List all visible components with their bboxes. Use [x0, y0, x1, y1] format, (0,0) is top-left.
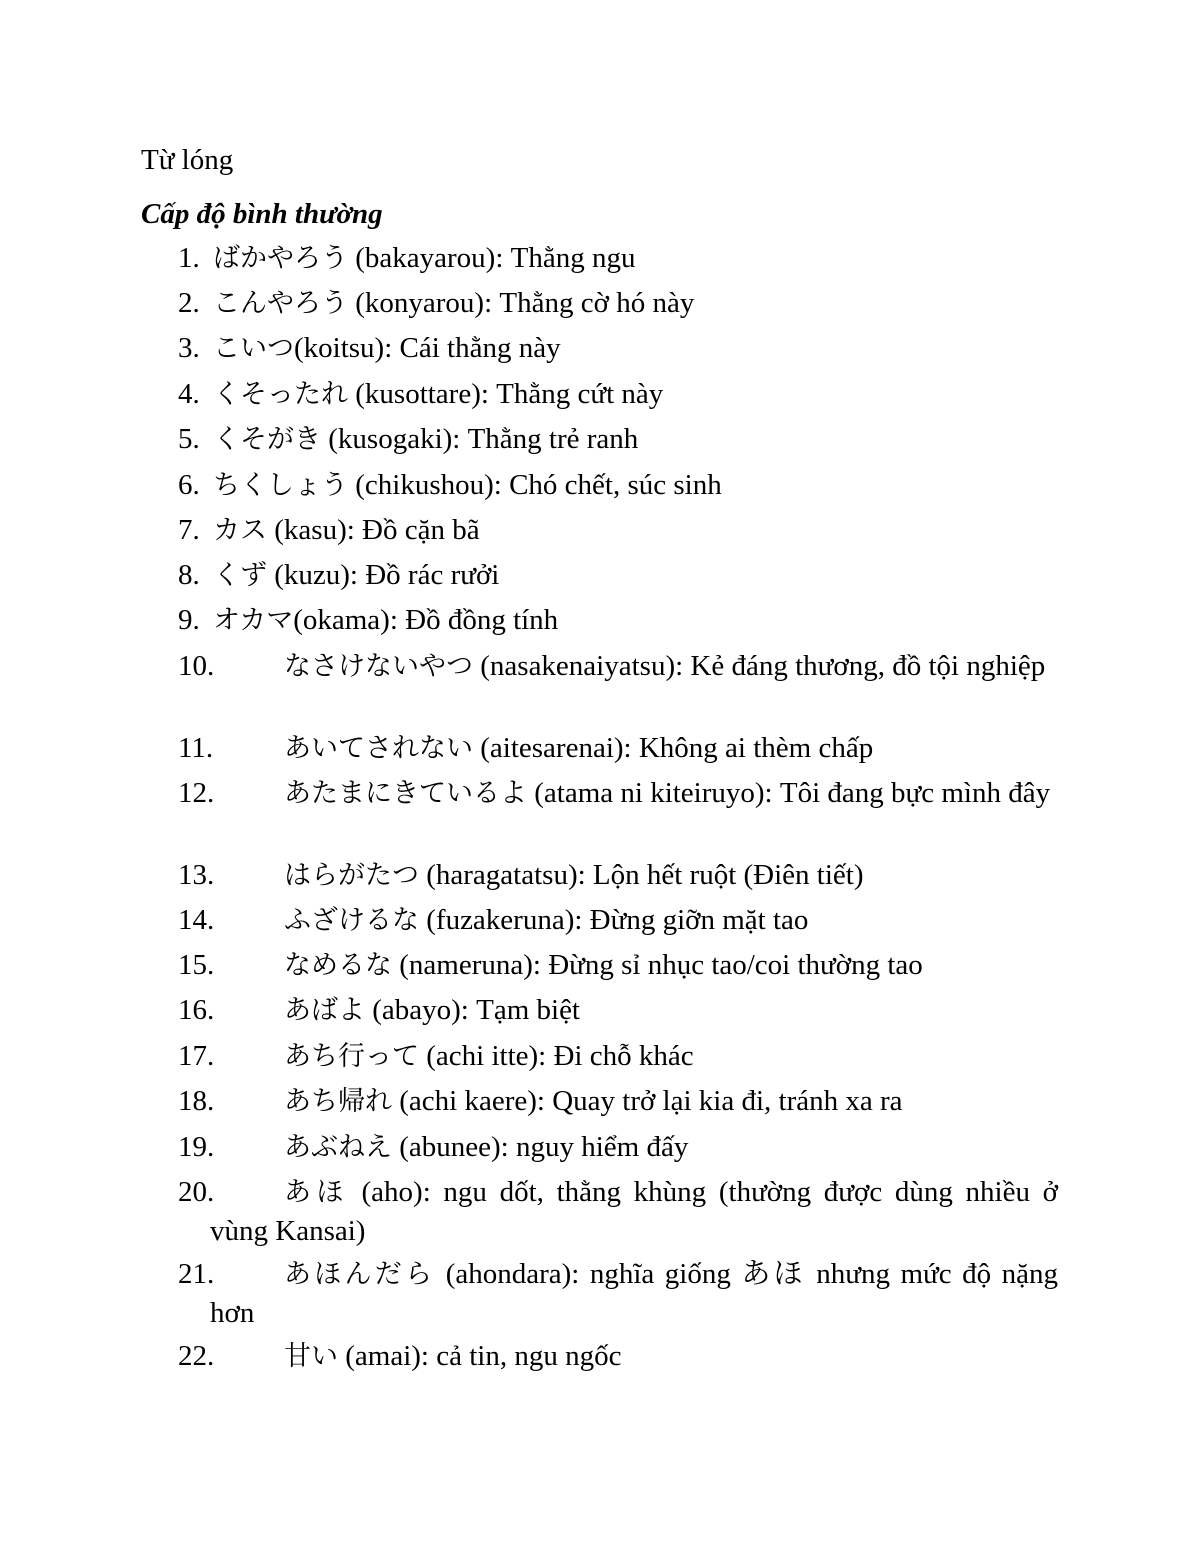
list-item [178, 556, 1058, 595]
japanese-term: なさけないやつ [284, 651, 473, 682]
document-title: Từ lóng [141, 144, 234, 176]
japanese-term: なめるな [284, 950, 392, 981]
list-item [178, 511, 1058, 550]
item-definition: (abayo): Tạm biệt [365, 994, 580, 1026]
japanese-term: あほ [284, 1177, 349, 1208]
item-number: 20. [178, 1176, 215, 1208]
item-definition: (nameruna): Đừng sỉ nhục tao/coi thường tao [392, 949, 923, 981]
item-number: 10. [178, 650, 215, 682]
item-definition: (amai): cả tin, ngu ngốc [338, 1340, 622, 1372]
list-item [178, 601, 1058, 640]
item-number: 1. [178, 242, 200, 274]
item-definition: (konyarou): Thằng cờ hó này [348, 287, 695, 319]
item-definition: (kusottare): Thằng cứt này [348, 378, 664, 410]
item-definition: (nasakenaiyatsu): Kẻ đáng thương, đồ tội nghiệp [473, 650, 1046, 682]
list-item [178, 1255, 1058, 1333]
list-item [178, 420, 1058, 459]
japanese-term: あばよ [284, 995, 365, 1026]
japanese-term: ばかやろう [213, 243, 348, 274]
item-definition: (kasu): Đồ cặn bã [267, 514, 480, 546]
japanese-term: こんやろう [213, 288, 348, 319]
item-definition: (aho): ngu dốt, thằng khùng (thường được dùng nhiều ở vùng Kansai) [210, 1176, 1058, 1247]
item-definition: (kuzu): Đồ rác rưởi [267, 559, 500, 591]
item-number: 16. [178, 994, 215, 1026]
list-item [178, 284, 1058, 323]
list-item [178, 1337, 1058, 1376]
item-definition: (okama): Đồ đồng tính [293, 604, 559, 636]
japanese-term: ふざけるな [284, 905, 419, 936]
item-definition: (aitesarenai): Không ai thèm chấp [473, 732, 874, 764]
item-definition: (haragatatsu): Lộn hết ruột (Điên tiết) [419, 859, 864, 891]
section-heading: Cấp độ bình thường [141, 198, 383, 230]
item-definition: (achi itte): Đi chỗ khác [419, 1040, 694, 1072]
list-item [178, 1128, 1058, 1167]
list-item [178, 901, 1058, 940]
item-number: 3. [178, 332, 200, 364]
item-definition: (koitsu): Cái thằng này [294, 332, 561, 364]
item-definition: (ahondara): nghĩa giống あほ nhưng mức độ nặng hơn [210, 1258, 1059, 1329]
list-item [178, 856, 1058, 895]
japanese-term: あほんだら [284, 1259, 436, 1290]
item-number: 14. [178, 904, 215, 936]
list-item [178, 729, 1058, 768]
japanese-term: くそがき [213, 424, 321, 455]
list-item [178, 946, 1058, 985]
list-item [178, 1173, 1058, 1251]
item-number: 9. [178, 604, 200, 636]
list-item [178, 329, 1058, 368]
item-number: 15. [178, 949, 215, 981]
item-definition: (fuzakeruna): Đừng giỡn mặt tao [419, 904, 809, 936]
list-item [178, 375, 1058, 414]
list-item [178, 774, 1058, 813]
item-definition: (chikushou): Chó chết, súc sinh [348, 469, 722, 501]
japanese-term: あいてされない [284, 733, 473, 764]
item-definition: (achi kaere): Quay trở lại kia đi, tránh xa ra [392, 1085, 903, 1117]
item-number: 4. [178, 378, 200, 410]
japanese-term: オカマ [213, 605, 294, 636]
list-item [178, 466, 1058, 505]
item-number: 6. [178, 469, 200, 501]
item-number: 18. [178, 1085, 215, 1117]
item-number: 8. [178, 559, 200, 591]
japanese-term: 甘い [284, 1341, 338, 1372]
japanese-term: あち行って [284, 1041, 419, 1072]
item-number: 19. [178, 1131, 215, 1163]
list-item [178, 647, 1058, 686]
item-number: 22. [178, 1340, 215, 1372]
list-item [178, 1082, 1058, 1121]
item-number: 5. [178, 423, 200, 455]
japanese-term: はらがたつ [284, 860, 419, 891]
item-number: 2. [178, 287, 200, 319]
list-item [178, 991, 1058, 1030]
item-number: 21. [178, 1258, 215, 1290]
item-definition: (kusogaki): Thằng trẻ ranh [321, 423, 639, 455]
item-number: 11. [178, 732, 214, 764]
japanese-term: くそったれ [213, 379, 348, 410]
list-item [178, 1037, 1058, 1076]
item-number: 13. [178, 859, 215, 891]
item-number: 12. [178, 777, 215, 809]
japanese-term: こいつ [213, 333, 294, 364]
item-definition: (atama ni kiteiruyo): Tôi đang bực mình đây [527, 777, 1051, 809]
item-definition: (abunee): nguy hiểm đấy [392, 1131, 689, 1163]
japanese-term: カス [213, 515, 267, 546]
item-definition: (bakayarou): Thằng ngu [348, 242, 636, 274]
japanese-term: あち帰れ [284, 1086, 392, 1117]
japanese-term: あたまにきているよ [284, 778, 527, 809]
item-number: 7. [178, 514, 200, 546]
japanese-term: ちくしょう [213, 470, 348, 501]
japanese-term: くず [213, 560, 267, 591]
item-number: 17. [178, 1040, 215, 1072]
list-item [178, 239, 1058, 278]
japanese-term: あぶねえ [284, 1132, 392, 1163]
